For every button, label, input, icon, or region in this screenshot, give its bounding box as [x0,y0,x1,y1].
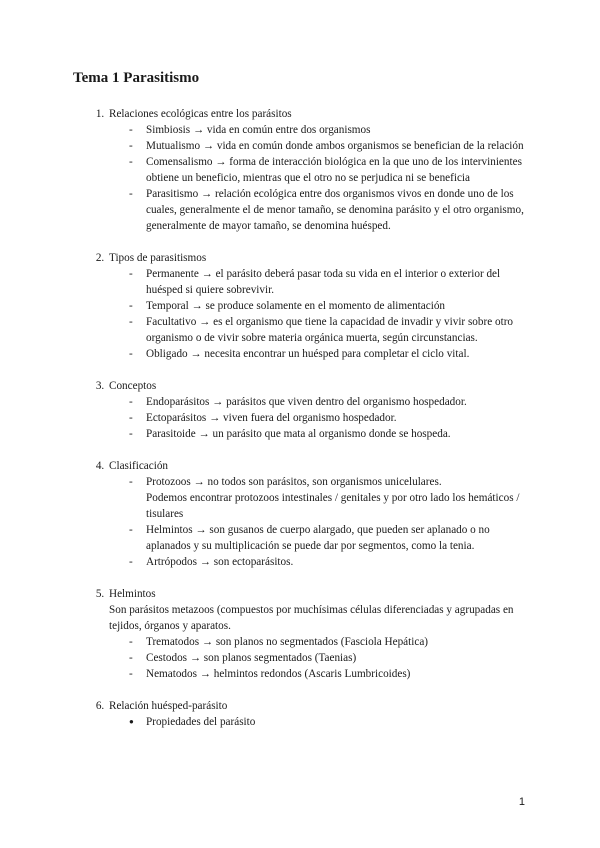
section-relacion-huesped [107,698,533,730]
list-item: - Nematodos → helmintos redondos (Ascaris Lumbricoides) [129,666,533,682]
list-item: - Trematodos → son planos no segmentados (Fasciola Hepática) [129,634,533,650]
list-item: - Endoparásitos → parásitos que viven dentro del organismo hospedador. [129,394,533,410]
sub-list [109,474,533,570]
list-item: - Mutualismo → vida en común donde ambos organismos se benefician de la relación [129,138,533,154]
list-item: - Obligado → necesita encontrar un huésped para completar el ciclo vital. [129,346,533,362]
sub-list [109,266,533,362]
list-item [129,474,533,522]
list-item: - Comensalismo → forma de interacción biológica en la que uno de los intervinientes obtiene un beneficio, mientras que el otro no se perjudica ni se beneficia [129,154,533,186]
list-item: - Permanente → el parásito deberá pasar toda su vida en el interior o exterior del huésped si quiere sobrevivir. [129,266,533,298]
list-item: - Helmintos → son gusanos de cuerpo alargado, que pueden ser aplanado o no aplanados y su multiplicación se puede dar por segmentos, como la tenia. [129,522,533,554]
list-item-text: Protozoos → no todos son parásitos, son organismos unicelulares. [146,476,442,488]
section-helmintos [107,586,533,682]
list-item: - Temporal → se produce solamente en el momento de alimentación [129,298,533,314]
sub-list [109,122,533,234]
section-heading: Clasificación [109,460,169,472]
section-list [73,106,533,730]
section-clasificacion [107,458,533,570]
list-item: - Parasitoide → un parásito que mata al organismo donde se hospeda. [129,426,533,442]
list-item: - Parasitismo → relación ecológica entre dos organismos vivos en donde uno de los cuales, generalmente el de menor tamaño, se denomina parásito y el otro organismo, generalmente de mayor tamaño, se denomina huésped. [129,186,533,234]
list-item-extra: Podemos encontrar protozoos intestinales / genitales y por otro lado los hemáticos / tisulares [146,492,520,520]
section-heading: Relación huésped-parásito [109,700,228,712]
section-heading: Tipos de parasitismos [109,252,207,264]
page-title: Tema 1 Parasitismo [73,70,200,86]
section-heading: Relaciones ecológicas entre los parásitos [109,108,292,120]
section-heading: Conceptos [109,380,157,392]
list-item: - Ectoparásitos → viven fuera del organismo hospedador. [129,410,533,426]
list-item: - Facultativo → es el organismo que tiene la capacidad de invadir y vivir sobre otro organismo o de vivir sobre materia orgánica muerta, según circunstancias. [129,314,533,346]
section-intro: Son parásitos metazoos (compuestos por muchísimas células diferenciadas y agrupadas en tejidos, órganos y aparatos. [109,604,514,632]
page-number: 1 [518,796,525,808]
document-content [73,106,533,746]
section-heading: Helmintos [109,588,156,600]
bullet-item: ● Propiedades del parásito [129,714,533,730]
bullet-list [109,714,533,730]
sub-list [109,394,533,442]
list-item: - Simbiosis → vida en común entre dos organismos [129,122,533,138]
sub-list [109,634,533,682]
list-item: - Cestodos → son planos segmentados (Taenias) [129,650,533,666]
list-item: - Artrópodos → son ectoparásitos. [129,554,533,570]
section-tipos [107,250,533,362]
section-conceptos [107,378,533,442]
section-relaciones [107,106,533,234]
